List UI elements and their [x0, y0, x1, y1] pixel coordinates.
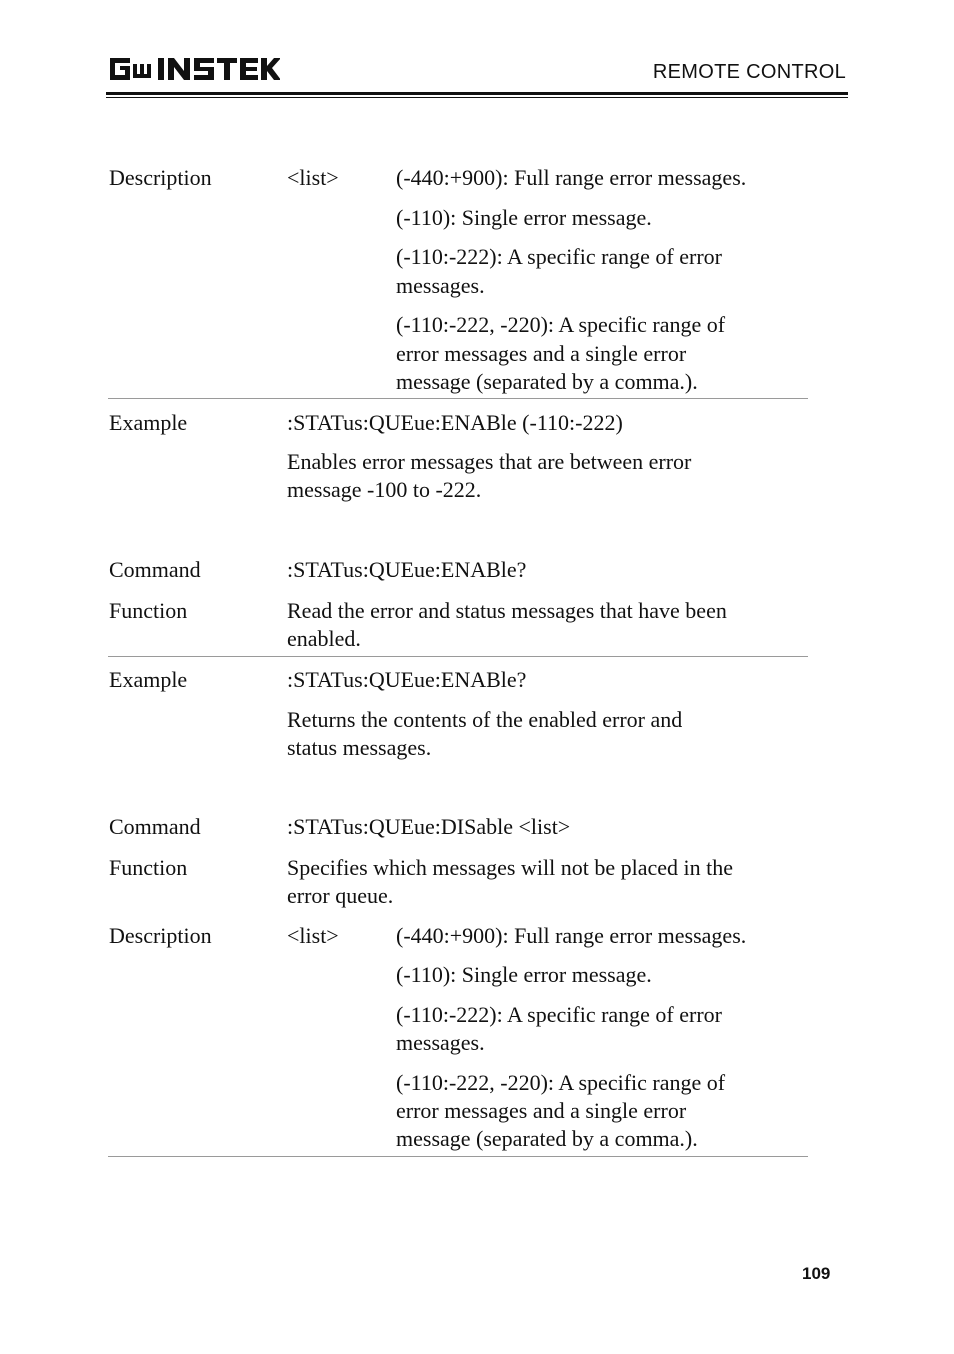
desc-item-text: message (separated by a comma.).	[396, 1126, 698, 1151]
function-text: error queue.	[287, 883, 394, 908]
example-text: Enables error messages that are between error	[287, 449, 692, 474]
example-text: Returns the contents of the enabled error and	[287, 707, 683, 732]
row-separator	[108, 398, 808, 399]
command-label: Command	[109, 557, 201, 582]
function-text: enabled.	[287, 626, 361, 651]
command-syntax: :STATus:QUEue:ENABle?	[287, 557, 527, 582]
gw-instek-logo	[108, 54, 280, 84]
row-separator	[108, 1156, 808, 1157]
desc-item-text: (-110): Single error message.	[396, 205, 652, 230]
desc-item-text: messages.	[396, 273, 485, 298]
function-label: Function	[109, 855, 188, 880]
function-text: Read the error and status messages that have been	[287, 598, 727, 623]
section-title: REMOTE CONTROL	[652, 61, 846, 83]
header-rule-thick	[106, 92, 848, 95]
desc-item-text: error messages and a single error	[396, 1098, 687, 1123]
example-label: Example	[109, 667, 188, 692]
header-rule-thin	[106, 97, 848, 98]
desc-item-text: (-110:-222, -220): A specific range of	[396, 312, 726, 337]
function-text: Specifies which messages will not be placed in the	[287, 855, 733, 880]
example-text: status messages.	[287, 735, 432, 760]
desc-item-text: message (separated by a comma.).	[396, 369, 698, 394]
example-text: message -100 to -222.	[287, 477, 482, 502]
row-separator	[108, 656, 808, 657]
function-label: Function	[109, 598, 188, 623]
description-label: Description	[109, 923, 212, 948]
desc-item-text: (-110:-222, -220): A specific range of	[396, 1070, 726, 1095]
example-command: :STATus:QUEue:ENABle?	[287, 667, 527, 692]
desc-item-text: (-440:+900): Full range error messages.	[396, 165, 747, 190]
desc-item-text: messages.	[396, 1030, 485, 1055]
list-param: <list>	[287, 923, 339, 948]
desc-item-text: (-110:-222): A specific range of error	[396, 1002, 723, 1027]
desc-item-text: (-110:-222): A specific range of error	[396, 244, 723, 269]
desc-item-text: error messages and a single error	[396, 341, 687, 366]
command-syntax: :STATus:QUEue:DISable <list>	[287, 814, 571, 839]
example-command: :STATus:QUEue:ENABle (-110:-222)	[287, 410, 623, 435]
desc-item-text: (-110): Single error message.	[396, 962, 652, 987]
desc-item-text: (-440:+900): Full range error messages.	[396, 923, 747, 948]
list-param: <list>	[287, 165, 339, 190]
command-label: Command	[109, 814, 201, 839]
page-number: 109	[802, 1264, 831, 1283]
description-label: Description	[109, 165, 212, 190]
example-label: Example	[109, 410, 188, 435]
